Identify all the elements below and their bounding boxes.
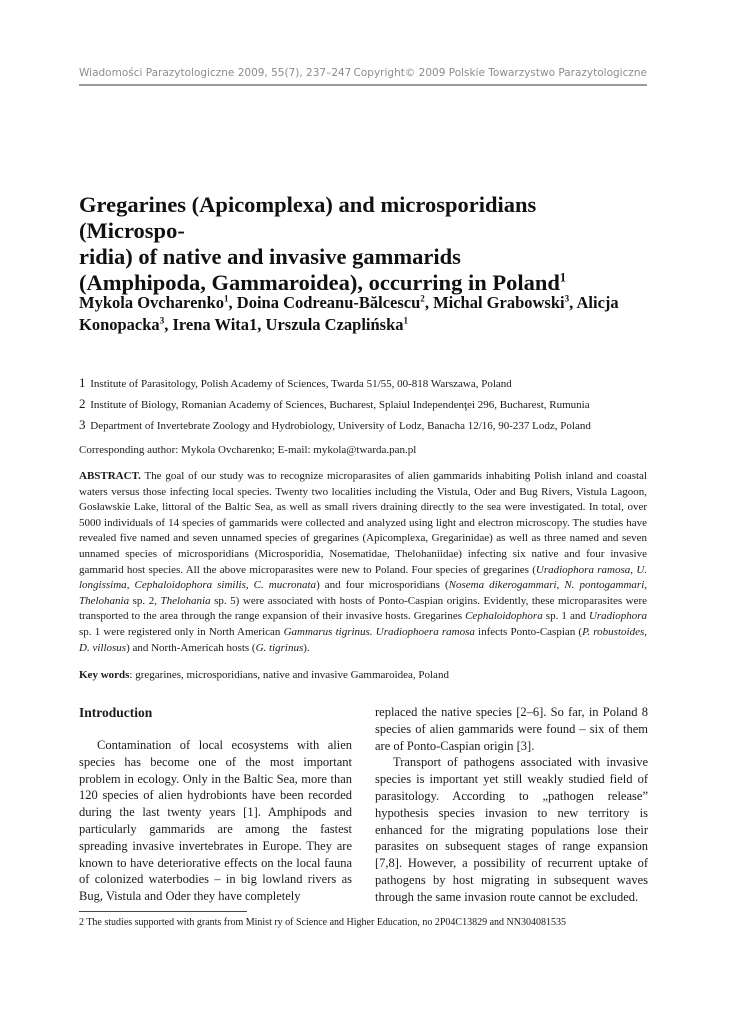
species-name: P. robustoides bbox=[582, 625, 645, 638]
abstract-label: ABSTRACT. bbox=[79, 470, 141, 482]
abstract-text: ) and four microsporidians ( bbox=[316, 579, 449, 592]
species-name: Gammarus tigrinus. Uradiophoera ramosa bbox=[283, 625, 475, 638]
abstract-text: ). bbox=[303, 641, 310, 654]
abstract-text: sp. 2, bbox=[129, 594, 161, 607]
affiliation-text: Department of Invertebrate Zoology and Hydrobiology, University of Lodz, Banacha 12/16, 90-237 Lodz, Poland bbox=[90, 420, 591, 432]
author-affiliation-mark: 2 bbox=[420, 293, 425, 304]
keywords bbox=[79, 669, 647, 681]
abstract-text: , bbox=[126, 579, 135, 592]
keywords-text: : gregarines, microsporidians, native and invasive Gammaroidea, Poland bbox=[129, 669, 449, 681]
intro-paragraph-1-continued: replaced the native species [2–6]. So far, in Poland 8 species of alien gammarids were found – six of them are of Ponto-Caspian origin [3]. bbox=[375, 705, 648, 753]
affiliation-number: 1 bbox=[79, 375, 86, 390]
paper-title bbox=[79, 192, 644, 296]
section-heading: Introduction bbox=[79, 705, 153, 720]
abstract-text: sp. 5) were associated with hosts of Ponto-Caspian origins. Evidently, these microparasites were transported to the area through the range expansion of their invasive hosts. Gregarines bbox=[79, 594, 648, 623]
journal-citation: Wiadomości Parazytologiczne 2009, 55(7), 237–247 bbox=[79, 67, 352, 79]
species-name: Thelohania bbox=[79, 594, 130, 607]
affiliation-number: 3 bbox=[79, 417, 86, 432]
author-name: Irena Wita1 bbox=[172, 315, 258, 334]
author-separator: , Alicja bbox=[569, 293, 619, 312]
affiliation-item bbox=[79, 415, 659, 436]
author-separator: , bbox=[228, 293, 237, 312]
abstract-text: ) and North-Americah hosts ( bbox=[126, 641, 256, 654]
title-line-3: (Amphipoda, Gammaroidea), occurring in Poland bbox=[79, 270, 560, 295]
affiliation-item bbox=[79, 373, 659, 394]
author-name: Konopacka bbox=[79, 315, 160, 334]
author-separator: , bbox=[257, 315, 266, 334]
author-name: Doina Codreanu-Bălcescu bbox=[236, 293, 421, 312]
abstract bbox=[79, 469, 647, 656]
intro-paragraph-1: Contamination of local ecosystems with alien species has become one of the most important problem in ecology. Only in the Baltic Sea, more than 120 species of alien hydrobionts have been recorded during the last twenty years [1]. Amphipods and particularly gammarids are among the fastest spreading invasive invertebrates in Europe. They are known to have deteriorative effects on the local fauna of colonized waterbodies – in big lowland rivers as Bug, Vistula and Oder they have completely bbox=[79, 738, 352, 904]
abstract-text: , bbox=[556, 579, 565, 592]
intro-paragraph-2: Transport of pathogens associated with invasive species is important yet still weakly studied field of parasitology. According to „pathogen release” hypothesis species invasion to new territory is enhanced for the migrating populations lose their parasites on subsequent stages of range expansion [7,8]. However, a possibility of recurrent uptake of pathogens by host migrating in subsequent waves through the same invasion route cannot be excluded. bbox=[375, 755, 648, 904]
author-affiliation-mark: 3 bbox=[564, 293, 570, 304]
species-name: Cephaloidophora bbox=[465, 610, 543, 623]
abstract-text: sp. 1 were registered only in North American bbox=[79, 625, 284, 638]
abstract-text: , bbox=[630, 563, 637, 576]
abstract-body bbox=[79, 470, 647, 654]
species-name: Thelohania bbox=[160, 594, 211, 607]
author-affiliation-mark: 1 bbox=[403, 315, 409, 326]
abstract-text: , bbox=[644, 625, 647, 638]
affiliation-item bbox=[79, 394, 659, 415]
corresponding-author: Corresponding author: Mykola Ovcharenko; E-mail: mykola@twarda.pan.pl bbox=[79, 444, 417, 456]
author-affiliation-mark: 3 bbox=[159, 315, 165, 326]
keywords-label: Key words bbox=[79, 669, 130, 681]
abstract-text: The goal of our study was to recognize microparasites of alien gammarids inhabiting Polish inland and coastal waters versus those infecting local species. Twenty two localities including the Vistula, Oder and Bug Rivers, Vistula Lagoon, Gosławskie Lake, littoral of the Baltic Sea, as well as small rivers draining directly to the sea were investigated. In total, over 5000 individuals of 14 species of gammarids were collected and analyzed using light and electron microscopy. The studies have revealed five named and seven unnamed species of gregarines (Apicomplexa, Gregarinidae) as well as three named and seven unnamed species of microsporidians (Microsporidia, Nosematidae, Thelohaniidae) infecting six native and four invasive gammarid host species. All the above microparasites were new to Poland. Four species of gregarines ( bbox=[79, 470, 647, 576]
abstract-text: , bbox=[245, 579, 254, 592]
header-rule bbox=[79, 84, 647, 86]
left-column bbox=[79, 704, 352, 905]
affiliations bbox=[79, 373, 659, 436]
copyright-notice: Copyright© 2009 Polskie Towarzystwo Parazytologiczne bbox=[353, 67, 647, 79]
title-footnote-mark: 1 bbox=[559, 270, 567, 285]
footnote: 2 The studies supported with grants from Minist ry of Science and Higher Education, no 2P04C13829 and NN304081535 bbox=[79, 917, 566, 928]
abstract-text: , bbox=[644, 579, 648, 592]
author-affiliation-mark: 1 bbox=[224, 293, 229, 304]
species-name: Uradiophora bbox=[588, 610, 648, 623]
abstract-text: sp. 1 and bbox=[542, 610, 589, 623]
running-header bbox=[79, 67, 647, 79]
author-separator: , bbox=[424, 293, 434, 312]
species-name: C. mucronata bbox=[253, 579, 317, 592]
title-line-1: Gregarines (Apicomplexa) and microsporidians (Microspo- bbox=[79, 192, 537, 243]
author-name: Mykola Ovcharenko bbox=[79, 293, 224, 312]
affiliation-text: Institute of Biology, Romanian Academy of Sciences, Bucharest, Splaiul Independenţei 296, Bucharest, Rumunia bbox=[90, 399, 590, 411]
author-name: Urszula Czaplińska bbox=[265, 315, 404, 334]
author-list bbox=[79, 292, 649, 336]
species-name: Nosema dikerogammari bbox=[448, 579, 557, 592]
species-name: Cephaloidophora similis bbox=[134, 579, 246, 592]
affiliation-text: Institute of Parasitology, Polish Academy of Sciences, Twarda 51/55, 00-818 Warszawa, Poland bbox=[90, 378, 512, 390]
species-name: N. pontogammari bbox=[564, 579, 645, 592]
affiliation-number: 2 bbox=[79, 396, 86, 411]
author-name: Michal Grabowski bbox=[433, 293, 565, 312]
right-column bbox=[375, 704, 648, 906]
species-name: U. longissima bbox=[79, 563, 648, 592]
title-line-2: ridia) of native and invasive gammarids bbox=[79, 244, 461, 269]
author-separator: , bbox=[164, 315, 173, 334]
species-name: G. tigrinus bbox=[255, 641, 304, 654]
species-name: Uradiophora ramosa bbox=[535, 563, 631, 576]
abstract-text: infects Ponto-Caspian ( bbox=[474, 625, 583, 638]
footnote-rule bbox=[79, 911, 247, 912]
species-name: D. villosus bbox=[79, 641, 127, 654]
